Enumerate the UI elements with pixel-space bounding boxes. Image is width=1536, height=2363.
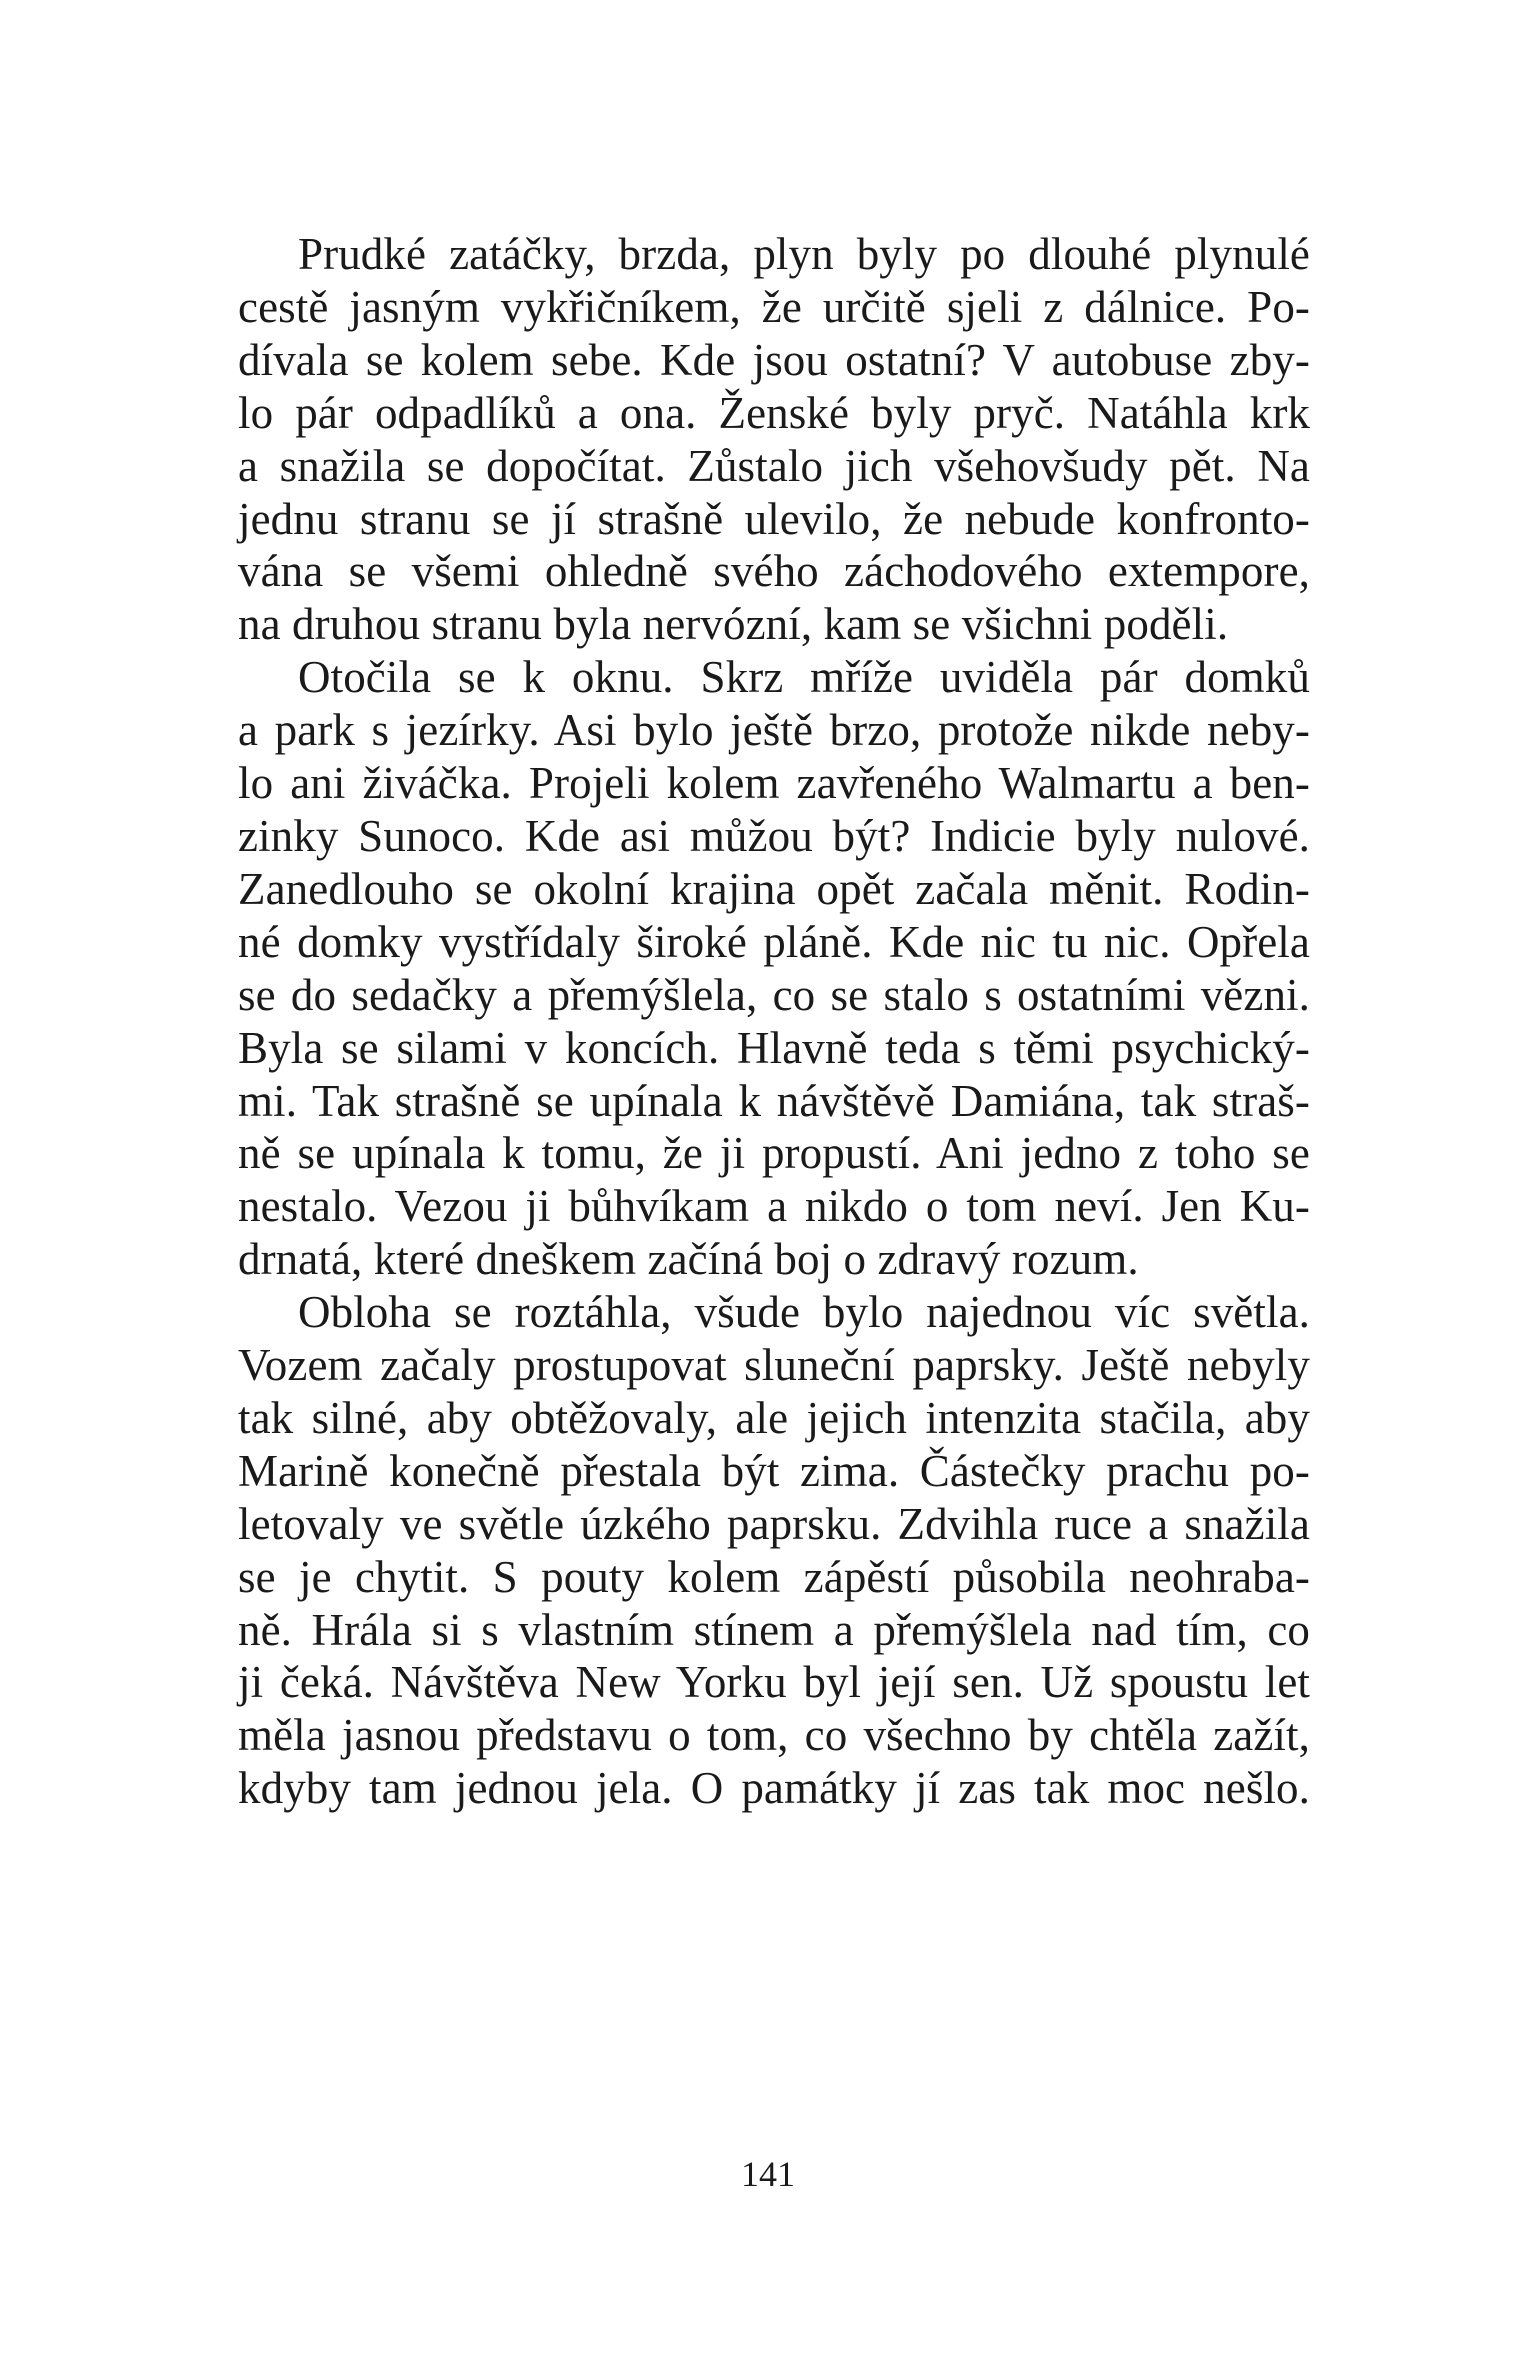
- text-line: se do sedačky a přemýšlela, co se stalo s ostatními vězni.: [238, 969, 1310, 1020]
- text-line: dívala se kolem sebe. Kde jsou ostatní? V autobuse zby-: [238, 334, 1310, 385]
- text-line: se je chytit. S pouty kolem zápěstí působila neohraba-: [238, 1551, 1310, 1602]
- text-line: a snažila se dopočítat. Zůstalo jich všehovšudy pět. Na: [238, 440, 1310, 491]
- text-line: Byla se silami v koncích. Hlavně teda s těmi psychický-: [238, 1022, 1310, 1073]
- text-line: a park s jezírky. Asi bylo ještě brzo, protože nikde neby-: [238, 705, 1310, 756]
- text-line: na druhou stranu byla nervózní, kam se všichni poděli.: [238, 599, 1229, 650]
- text-line: tak silné, aby obtěžovaly, ale jejich intenzita stačila, aby: [238, 1392, 1310, 1443]
- text-line: Vozem začaly prostupovat sluneční paprsky. Ještě nebyly: [238, 1340, 1310, 1391]
- text-line: Obloha se roztáhla, všude bylo najednou víc světla.: [298, 1287, 1310, 1338]
- text-line: ně se upínala k tomu, že ji propustí. Ani jedno z toho se: [238, 1128, 1310, 1179]
- paragraph-3: [238, 1286, 1310, 1815]
- text-line: né domky vystřídaly široké pláně. Kde nic tu nic. Opřela: [238, 916, 1310, 967]
- text-line: drnatá, které dneškem začíná boj o zdravý rozum.: [238, 1234, 1139, 1285]
- text-line: zinky Sunoco. Kde asi můžou být? Indicie byly nulové.: [238, 810, 1310, 861]
- text-line: lo pár odpadlíků a ona. Ženské byly pryč. Natáhla krk: [238, 387, 1310, 438]
- text-line: kdyby tam jednou jela. O památky jí zas tak moc nešlo.: [238, 1763, 1310, 1814]
- text-line: Zanedlouho se okolní krajina opět začala měnit. Rodin-: [238, 863, 1310, 914]
- text-line: Marině konečně přestala být zima. Částečky prachu po-: [238, 1445, 1310, 1496]
- text-line: Otočila se k oknu. Skrz mříže uviděla pár domků: [298, 652, 1310, 703]
- text-line: jednu stranu se jí strašně ulevilo, že nebude konfronto-: [238, 493, 1310, 544]
- text-line: letovaly ve světle úzkého paprsku. Zdvihla ruce a snažila: [238, 1498, 1310, 1549]
- paragraph-2: [238, 651, 1310, 1286]
- paragraph-1: [238, 228, 1310, 651]
- text-line: vána se všemi ohledně svého záchodového extempore,: [238, 546, 1310, 597]
- text-line: cestě jasným vykřičníkem, že určitě sjeli z dálnice. Po-: [238, 281, 1310, 332]
- text-line: ně. Hrála si s vlastním stínem a přemýšlela nad tím, co: [238, 1604, 1310, 1655]
- text-line: nestalo. Vezou ji bůhvíkam a nikdo o tom neví. Jen Ku-: [238, 1181, 1310, 1232]
- text-line: lo ani živáčka. Projeli kolem zavřeného Walmartu a ben-: [238, 758, 1310, 809]
- text-line: ji čeká. Návštěva New Yorku byl její sen. Už spoustu let: [238, 1657, 1310, 1708]
- text-line: Prudké zatáčky, brzda, plyn byly po dlouhé plynulé: [298, 229, 1310, 279]
- text-line: mi. Tak strašně se upínala k návštěvě Damiána, tak straš-: [238, 1075, 1310, 1126]
- page-number: 141: [741, 2154, 795, 2194]
- text-line: měla jasnou představu o tom, co všechno by chtěla zažít,: [238, 1710, 1310, 1761]
- body-text: [238, 228, 1310, 1815]
